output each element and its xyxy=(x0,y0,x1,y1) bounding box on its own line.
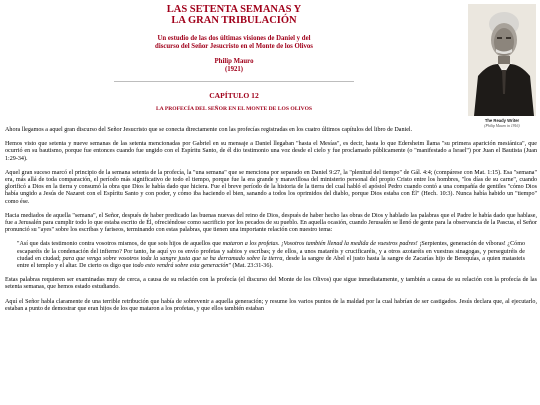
section-heading: LA PROFECÍA DEL SEÑOR EN EL MONTE DE LOS OLIVOS xyxy=(155,106,313,112)
quote-text-c: . xyxy=(277,241,282,248)
quote-text-a: "Así que dais testimonio contra vosotros mismos, de que sois hijos de aquellos que xyxy=(17,241,223,248)
author-name: Philip Mauro xyxy=(214,58,254,65)
book-title xyxy=(0,4,468,26)
chapter-heading: CAPÍTULO 12 xyxy=(209,91,259,100)
paragraph-4: Hacia mediados de aquella "semana", el Señor, después de haber predicado las buenas nuevas del reino de Dios, después de haber hecho las obras de Dios y hablado las palabras que el Padre le había dado que hablase, fue a Jerusalén para cumplir todo lo que estaba escrito de Él, ofreciéndose como sacrificio por los pecados de su pueblo. En aquella ocasión, cuando Jerusalén se llenó de gente para la observancia de la Pascua, el Señor pronunció su "ayes" sobre los escribas y fariseos, terminando con estas palabras, que tienen una importante relación con nuestro tema: xyxy=(5,212,537,234)
publication-year: (1921) xyxy=(224,66,244,73)
quote-emphasis-1: mataron a los profetas xyxy=(222,241,278,248)
quote-text-g: , desde la sangre de Abel el justo hasta la sangre de Zacarías hijo de Berequías, a quien matasteis entre el templo y el altar. De cierto os digo que xyxy=(17,255,525,270)
paragraph-6: Aquí el Señor habla claramente de una terrible retribución que había de sobrevenir a aquella generación; y resume los varios puntos de la maldad por la cual habrían de ser castigados. Jesús declara que, al ejecutarlo, estaban a punto de demostrar que eran hijos de los que mataron a los profetas, y que ellos también estaban xyxy=(5,298,537,312)
title-line-2: LA GRAN TRIBULACIÓN xyxy=(171,15,297,26)
paragraph-5: Estas palabras requieren ser examinadas muy de cerca, a causa de su relación con la profecía (el discurso del Monte de los Olivos) que sigue inmediatamente, y también a causa de su relación con la profecía de las setenta semanas, que hemos estado estudiando. xyxy=(5,277,537,291)
author-portrait xyxy=(468,4,536,128)
quote-emphasis-4: todo esto vendrá sobre esta generación xyxy=(132,263,229,270)
chapter-body xyxy=(5,127,537,320)
quote-emphasis-3: para que venga sobre vosotros toda la sangre justa que se ha derramado sobre la tierra xyxy=(62,255,283,262)
quote-text-e: ¡Serpientes, generación de víboras! ¿Cómo escaparéis de la condenación del infierno? Por tanto, he aquí yo os envío profetas y sabios y escribas; y de ellos, a unos mataréis y crucificaréis, y a otros azotaréis en vuestras sinagogas, y perseguiréis de ciudad en ciudad; xyxy=(17,241,526,262)
quote-emphasis-2: ¡Vosotros también llenad la medida de vuestros padres! xyxy=(281,241,418,248)
quote-reference: " (Mat. 23:31-36). xyxy=(228,263,273,270)
subtitle-line-2: discurso del Señor Jesucristo en el Monte de los Olivos xyxy=(155,43,313,50)
author-block xyxy=(0,58,468,74)
book-subtitle xyxy=(0,35,468,51)
paragraph-1: Ahora llegamos a aquel gran discurso del Señor Jesucristo que se conecta directamente con las profecías registradas en los cuatro últimos capítulos del libro de Daniel. xyxy=(5,127,413,133)
title-line-1: LAS SETENTA SEMANAS Y xyxy=(166,4,302,15)
portrait-caption-title: The Ready Writer xyxy=(484,118,520,123)
scripture-quote xyxy=(17,241,525,270)
subtitle-line-1: Un estudio de las dos últimas visiones de Daniel y del xyxy=(157,35,311,42)
header xyxy=(0,4,468,113)
paragraph-3: Aquel gran suceso marcó el principio de la semana setenta de la profecía, la "una semana" que se menciona por separado en Daniel 9:27, la "plenitud del tiempo" de Gál. 4:4; (compárese con Mat. 1:15). Esa "semana" era, más allá de toda comparación, el período más significativo de todo el tiempo, porque fue la era grande y maravillosa del ministerio personal del propio Cristo entre los hombres, "los días de su carne", cuando glorificó a Dios en la tierra y consumó la obra que Dios le había dado que hiciera. Fue el breve período de la historia de la tierra del cual habló el apóstol Pedro cuando contó a una compañía de gentiles "cómo Dios había ungido a Jesús de Nazaret con el Espíritu Santo y con poder, y cómo iba haciendo el bien, sanando a todos los oprimidos del diablo, porque Dios estaba con Él" (Hech. 10:3). Nunca había habido un "tiempo" como ése. xyxy=(5,169,537,205)
portrait-caption-subtitle: (Philip Mauro in 1916) xyxy=(484,124,520,128)
portrait-image xyxy=(468,4,536,116)
paragraph-2: Hemos visto que setenta y nueve semanas de las setenta mencionadas por Gabriel en su mensaje a Daniel llegaban "hasta el Mesías", es decir, hasta lo que Edersheim llama "su primera aparición mesiánica", que ocurrió en su bautismo, porque fue entonces cuando fue ungido con el Espíritu Santo, de él dio testimonio una voz desde el cielo y fue proclamado públicamente (o "manifestado a Israel") por Juan el Bautista (Juan 1:29-34). xyxy=(5,141,537,162)
divider xyxy=(114,81,354,82)
